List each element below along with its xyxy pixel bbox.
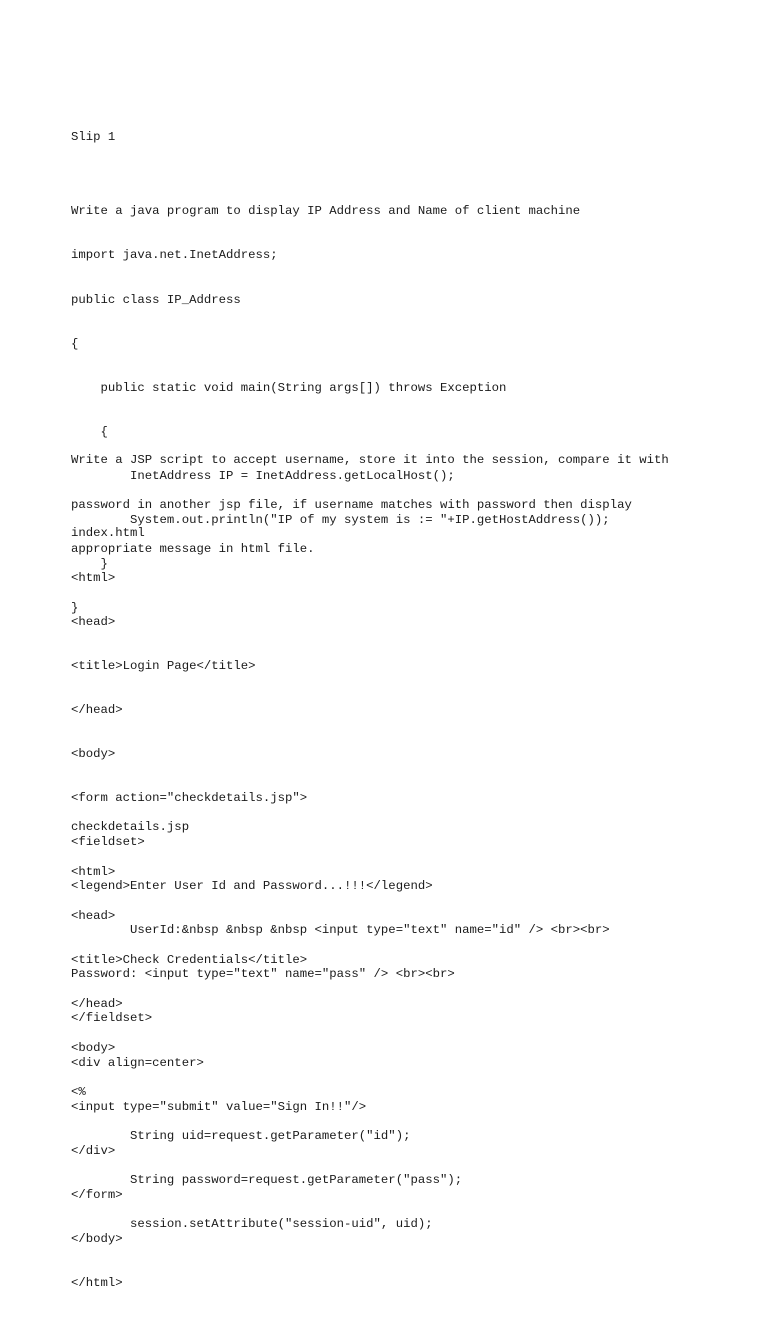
code-line: </form>: [71, 1187, 123, 1202]
question-1-text: Write a java program to display IP Address and Name of client machine: [71, 204, 581, 219]
code-line: Password: <input type="text" name="pass" /> <br><br>: [71, 967, 455, 982]
question-2-line: Write a JSP script to accept username, store it into the session, compare it with: [71, 453, 669, 468]
code-line: public static void main(String args[]) throws Exception: [71, 380, 507, 395]
code-line: index.html: [71, 526, 145, 541]
code-line: </html>: [71, 1276, 123, 1290]
code-line: session.setAttribute("session-uid", uid);: [71, 1217, 433, 1232]
code-line: <fieldset>: [71, 835, 145, 850]
code-line: </fieldset>: [71, 1011, 153, 1026]
code-line: </head>: [71, 702, 123, 717]
code-line: </div>: [71, 1143, 116, 1158]
code-line: String password=request.getParameter("pass");: [71, 1173, 463, 1188]
slip-title: [71, 101, 115, 175]
code-line: String uid=request.getParameter("id");: [71, 1129, 411, 1144]
code-line: InetAddress IP = InetAddress.getLocalHost();: [71, 468, 455, 483]
code-line: <form action="checkdetails.jsp">: [71, 790, 308, 805]
checkdetails-jsp-code-block: [71, 791, 462, 1261]
code-line: }: [71, 557, 108, 572]
code-line: <body>: [71, 746, 116, 761]
question-2-line: appropriate message in html file.: [71, 541, 315, 556]
code-line: <html>: [71, 570, 116, 585]
code-line: <head>: [71, 908, 116, 923]
code-line: <legend>Enter User Id and Password...!!!</legend>: [71, 879, 433, 894]
code-line: </body>: [71, 1231, 123, 1246]
code-line: public class IP_Address: [71, 292, 241, 307]
code-line: <html>: [71, 864, 116, 879]
code-line: <input type="submit" value="Sign In!!"/>: [71, 1099, 367, 1114]
code-line: }: [71, 601, 79, 616]
code-line: <title>Login Page</title>: [71, 658, 256, 673]
code-line: <title>Check Credentials</title>: [71, 952, 308, 967]
code-line: import java.net.InetAddress;: [71, 248, 278, 263]
code-line: </head>: [71, 996, 123, 1011]
code-line: <%: [71, 1084, 86, 1099]
code-line: <head>: [71, 614, 116, 629]
code-line: UserId:&nbsp &nbsp &nbsp <input type="text" name="id" /> <br><br>: [71, 923, 610, 938]
code-line: <body>: [71, 1040, 116, 1055]
code-line: System.out.println("IP of my system is := "+IP.getHostAddress());: [71, 512, 610, 527]
slip-title-text: Slip 1: [71, 130, 116, 145]
code-line: <div align=center>: [71, 1055, 204, 1070]
code-line: {: [71, 424, 108, 439]
code-line: checkdetails.jsp: [71, 820, 190, 835]
code-line: {: [71, 336, 79, 351]
question-2-line: password in another jsp file, if username matches with password then display: [71, 497, 632, 512]
